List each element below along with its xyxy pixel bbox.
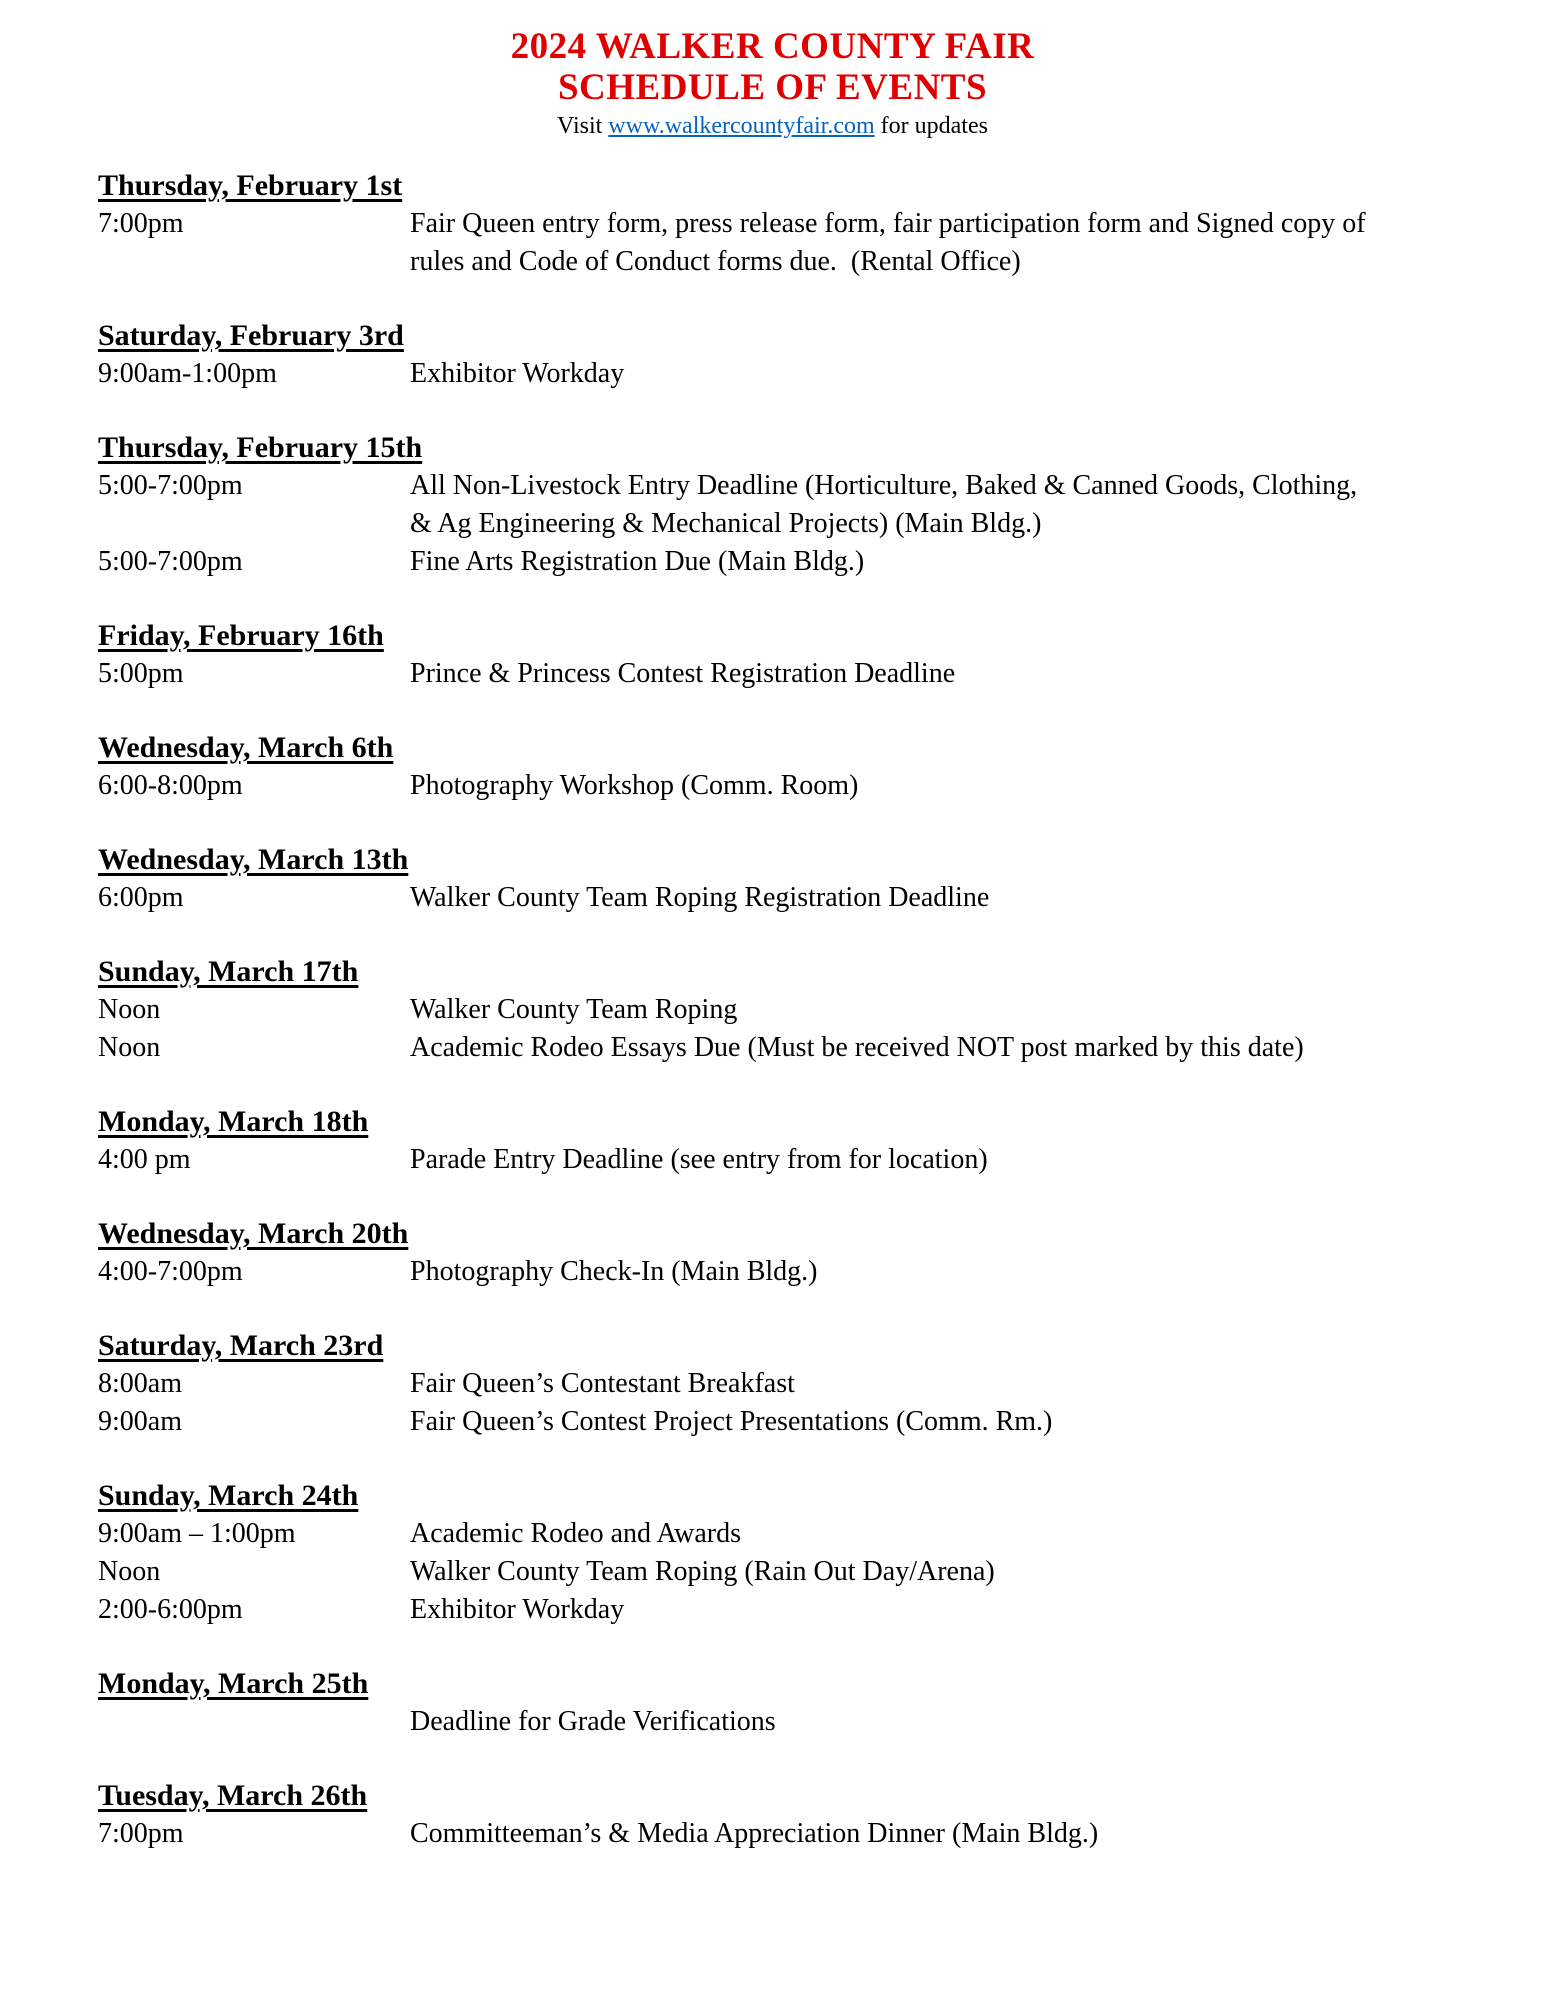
event-description: Parade Entry Deadline (see entry from for location) [410,1144,988,1175]
event-time: 7:00pm [98,1818,184,1849]
event-row [98,1403,1388,1441]
event-description: Academic Rodeo Essays Due (Must be received NOT post marked by this date) [410,1032,1304,1063]
event-description: Academic Rodeo and Awards [410,1518,741,1549]
schedule-day-section [98,841,1388,917]
event-description: Walker County Team Roping Registration Deadline [410,882,990,913]
event-time: Noon [98,1556,161,1587]
event-time: 6:00pm [98,882,184,913]
schedule-day-section [98,617,1388,693]
schedule-day-section [98,1477,1388,1629]
day-heading: Monday, March 25th [98,1667,369,1700]
event-row [98,1253,1388,1291]
schedule-day-section [98,167,1388,281]
event-time: 6:00-8:00pm [98,770,243,801]
day-heading: Thursday, February 15th [98,431,423,464]
page-title [0,26,1545,108]
event-row [98,655,1388,693]
event-row [98,1553,1388,1591]
event-row [98,1515,1388,1553]
event-description: Fair Queen’s Contest Project Presentations (Comm. Rm.) [410,1406,1053,1437]
event-description: Exhibitor Workday [410,1594,625,1625]
event-time: 9:00am-1:00pm [98,358,277,389]
schedule-list [98,167,1388,1853]
subtitle-prefix: Visit [557,113,609,139]
event-description: Walker County Team Roping (Rain Out Day/Arena) [410,1556,995,1587]
event-time: 5:00-7:00pm [98,470,243,501]
event-time: 7:00pm [98,208,184,239]
event-row [98,991,1388,1029]
schedule-day-section [98,1103,1388,1179]
day-heading: Sunday, March 24th [98,1479,359,1512]
event-row [98,1141,1388,1179]
event-row [98,1815,1388,1853]
schedule-day-section [98,317,1388,393]
event-row [98,355,1388,393]
event-time: Noon [98,1032,161,1063]
day-heading: Sunday, March 17th [98,955,359,988]
event-time: Noon [98,994,161,1025]
website-link[interactable]: www.walkercountyfair.com [608,113,875,139]
event-description: Photography Check-In (Main Bldg.) [410,1256,818,1287]
event-time: 9:00am – 1:00pm [98,1518,296,1549]
event-description: Fair Queen entry form, press release form, fair participation form and Signed copy of rules and Code of Conduct forms due. (Rental Office) [410,208,1373,277]
event-time: 5:00pm [98,658,184,689]
event-row [98,467,1388,543]
day-heading: Monday, March 18th [98,1105,369,1138]
event-description: Deadline for Grade Verifications [410,1706,776,1737]
subtitle-suffix: for updates [874,113,988,139]
schedule-day-section [98,1215,1388,1291]
day-heading: Saturday, February 3rd [98,319,404,352]
schedule-day-section [98,1777,1388,1853]
subtitle [0,113,1545,140]
event-description: Exhibitor Workday [410,358,625,389]
event-row [98,767,1388,805]
event-description: Committeeman’s & Media Appreciation Dinner (Main Bldg.) [410,1818,1099,1849]
event-row [98,205,1388,281]
event-row [98,1591,1388,1629]
page-title-line2: SCHEDULE OF EVENTS [557,67,988,108]
event-row [98,543,1388,581]
event-row [98,1703,1388,1741]
day-heading: Wednesday, March 6th [98,731,394,764]
event-time: 9:00am [98,1406,182,1437]
day-heading: Saturday, March 23rd [98,1329,384,1362]
day-heading: Friday, February 16th [98,619,384,652]
event-description: Fine Arts Registration Due (Main Bldg.) [410,546,865,577]
schedule-day-section [98,953,1388,1067]
day-heading: Thursday, February 1st [98,169,403,202]
schedule-day-section [98,729,1388,805]
schedule-day-section [98,1327,1388,1441]
event-time: 5:00-7:00pm [98,546,243,577]
event-time: 8:00am [98,1368,182,1399]
day-heading: Wednesday, March 20th [98,1217,409,1250]
event-description: Photography Workshop (Comm. Room) [410,770,859,801]
day-heading: Tuesday, March 26th [98,1779,368,1812]
event-description: All Non-Livestock Entry Deadline (Horticulture, Baked & Canned Goods, Clothing, & Ag Engineering & Mechanical Projects) (Main Bldg.) [410,470,1365,539]
event-time: 4:00-7:00pm [98,1256,243,1287]
event-time: 2:00-6:00pm [98,1594,243,1625]
event-description: Walker County Team Roping [410,994,738,1025]
schedule-day-section [98,429,1388,581]
event-description: Prince & Princess Contest Registration Deadline [410,658,956,689]
schedule-day-section [98,1665,1388,1741]
page-title-line1: 2024 WALKER COUNTY FAIR [510,26,1035,67]
day-heading: Wednesday, March 13th [98,843,409,876]
event-description: Fair Queen’s Contestant Breakfast [410,1368,795,1399]
document-header [0,0,1545,140]
event-row [98,1029,1388,1067]
event-row [98,879,1388,917]
event-time: 4:00 pm [98,1144,191,1175]
event-row [98,1365,1388,1403]
